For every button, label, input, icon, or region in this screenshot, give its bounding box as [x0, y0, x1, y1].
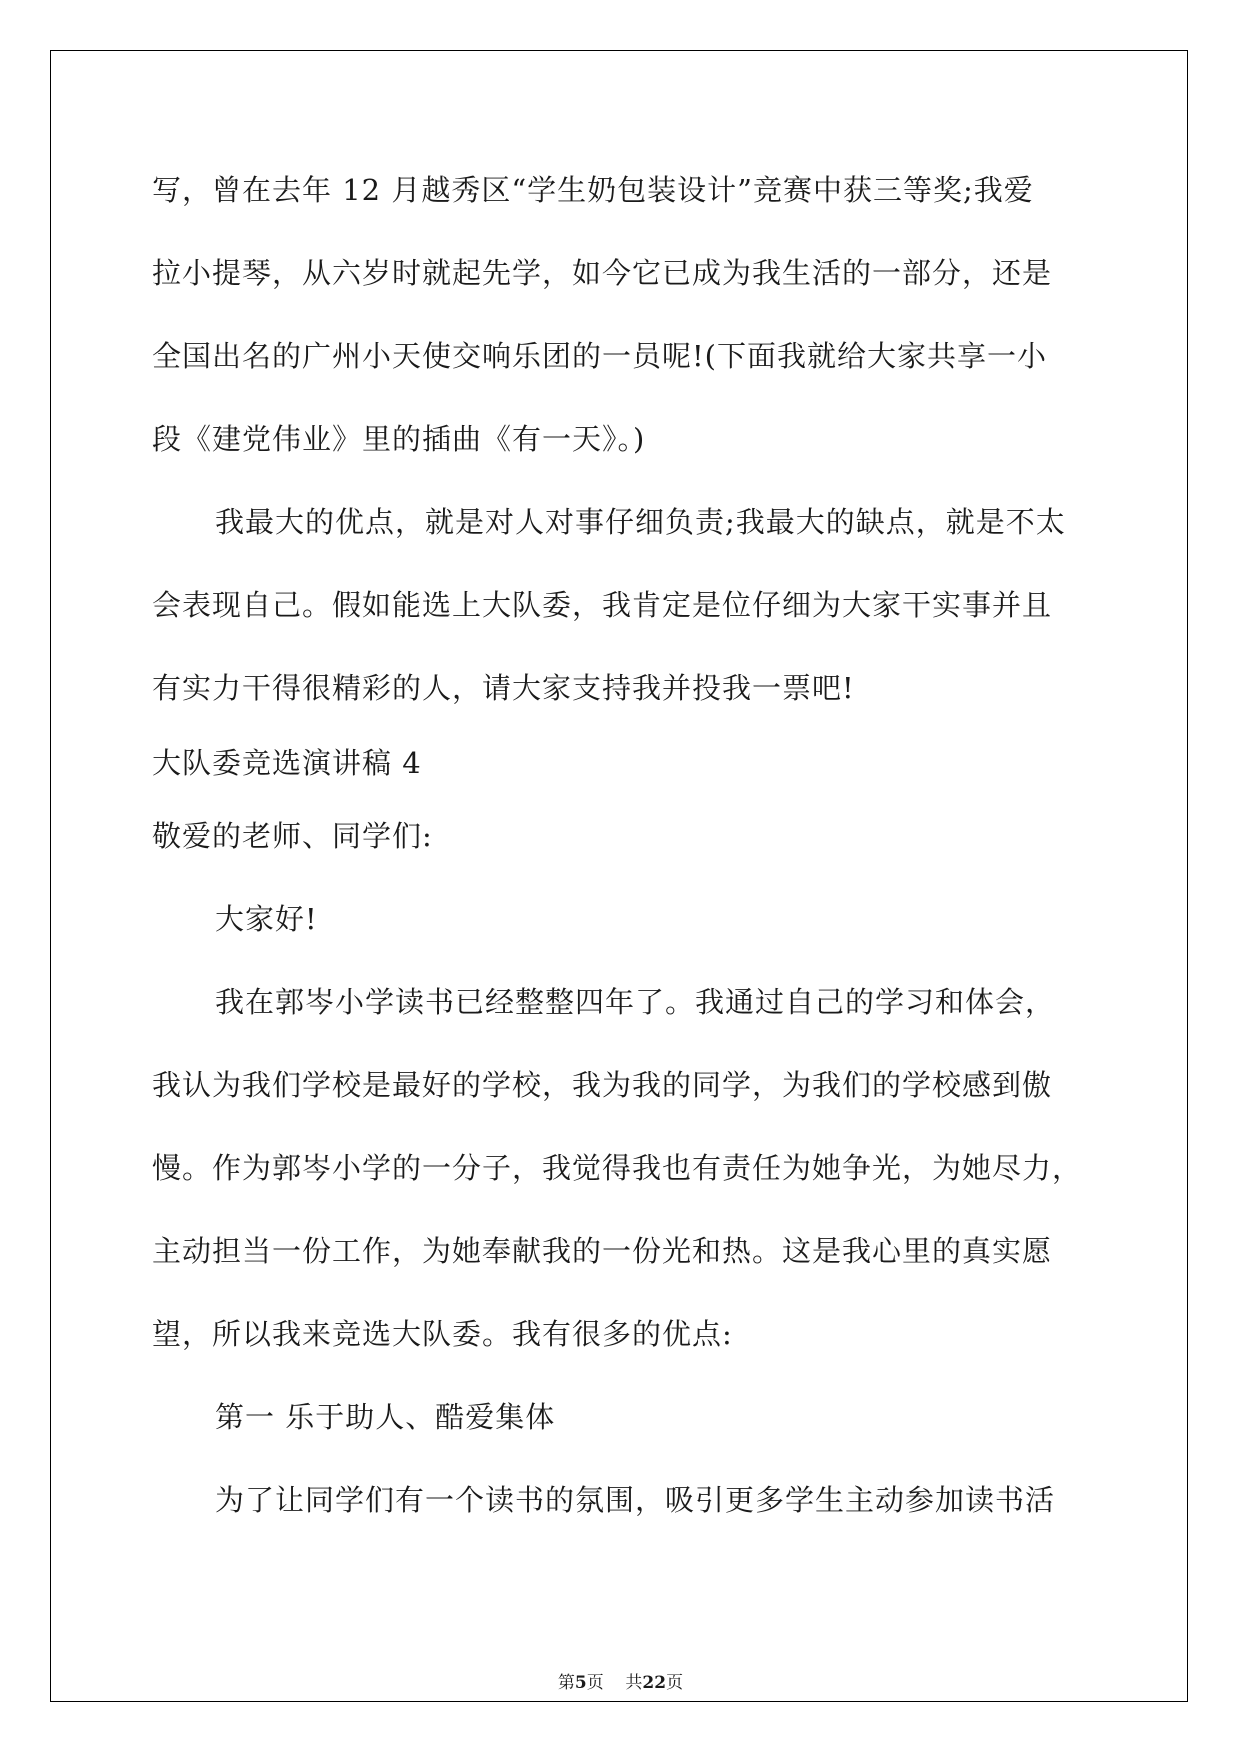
body-text-line: 段《建党伟业》里的插曲《有一天》。): [152, 422, 646, 456]
footer-prefix: 第: [557, 1673, 575, 1693]
point-heading: 第一 乐于助人、酷爱集体: [215, 1400, 556, 1434]
body-text-line: 我认为我们学校是最好的学校，我为我的同学，为我们的学校感到傲: [152, 1068, 1053, 1102]
page-border: [50, 50, 1188, 1702]
footer-suffix: 页: [666, 1673, 684, 1693]
page-footer: [0, 1672, 1241, 1694]
body-text-line: 慢。作为郭岑小学的一分子，我觉得我也有责任为她争光，为她尽力，: [152, 1151, 1083, 1185]
body-text-line: 有实力干得很精彩的人，请大家支持我并投我一票吧!: [152, 671, 855, 705]
paragraph-start: 为了让同学们有一个读书的氛围，吸引更多学生主动参加读书活: [215, 1483, 1056, 1517]
greeting: 大家好!: [215, 902, 318, 936]
total-pages: 22: [642, 1673, 667, 1693]
paragraph-start: 我在郭岑小学读书已经整整四年了。我通过自己的学习和体会，: [215, 985, 1056, 1019]
salutation: 敬爱的老师、同学们:: [152, 819, 433, 853]
page-number: 5: [574, 1673, 587, 1693]
body-text-line: 全国出名的广州小天使交响乐团的一员呢!(下面我就给大家共享一小: [152, 339, 1047, 373]
body-text-line: 会表现自己。假如能选上大队委，我肯定是位仔细为大家干实事并且: [152, 588, 1053, 622]
body-text-line: 望，所以我来竞选大队委。我有很多的优点:: [152, 1317, 733, 1351]
body-text-line: 主动担当一份工作，为她奉献我的一份光和热。这是我心里的真实愿: [152, 1234, 1053, 1268]
body-text-line: 写，曾在去年 12 月越秀区“学生奶包装设计”竞赛中获三等奖;我爱: [152, 173, 1034, 207]
paragraph-start: 我最大的优点，就是对人对事仔细负责;我最大的缺点，就是不太: [215, 505, 1066, 539]
body-text-line: 拉小提琴，从六岁时就起先学，如今它已成为我生活的一部分，还是: [152, 256, 1053, 290]
section-heading: 大队委竞选演讲稿 4: [152, 746, 422, 780]
footer-middle: 页 共: [586, 1673, 643, 1693]
